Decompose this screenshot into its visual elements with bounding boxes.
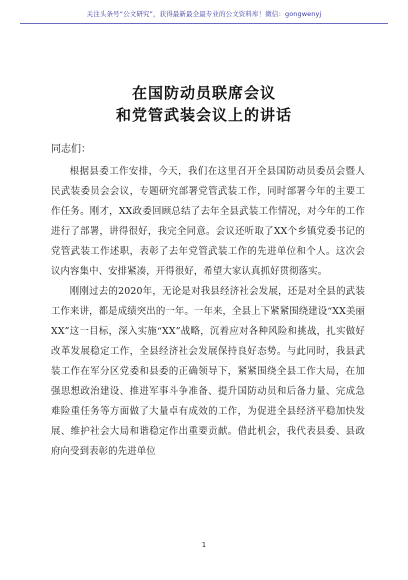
salutation: 同志们：: [51, 144, 91, 155]
header-divider: [20, 23, 388, 24]
body-text: [51, 162, 365, 462]
paragraph-2: 刚刚过去的2020年，无论是对我县经济社会发展，还是对全县的武装工作来讲，都是成绩突出的一年。一年来，全县上下紧紧围绕建设“XX美丽XX”这一目标，深入实施“XX”战略，沉着应对各种风险和挑战，扎实做好改革发展稳定工作，全县经济社会发展保持良好态势。与此同时，我县武装工作在军分区党委和县委的正确领导下，紧紧围绕全县工作大局，在加强思想政治建设、推进军事斗争准备、提升国防动员和后备力量、完成急难险重任务等方面做了大量卓有成效的工作，为促进全县经济平稳加快发展、维护社会大局和谐稳定作出重要贡献。借此机会，我代表县委、县政府向受到表彰的先进单位: [51, 286, 365, 457]
document-title-line-2: 和党管武装会议上的讲话: [115, 106, 292, 124]
page-number: 1: [201, 541, 207, 549]
header-note: 关注头条号“公文研究”，获得最新最全最专业的公文资料库！微信：gongwenyj: [86, 10, 322, 18]
paragraph-1: 根据县委工作安排，今天，我们在这里召开全县国防动员委员会暨人民武装委员会会议，专题研究部署党管武装工作，同时部署今年的主要工作任务。刚才，XX政委回顾总结了去年全县武装工作情况，对今年的工作进行了部署，讲得很好，我完全同意。会议还听取了XX个乡镇党委书记的党管武装工作述职，表彰了去年党管武装工作的先进单位和个人。这次会议内容集中、安排紧凑，开得很好，希望大家认真抓好贯彻落实。: [51, 166, 365, 277]
document-title-line-1: 在国防动员联席会议: [131, 84, 276, 102]
